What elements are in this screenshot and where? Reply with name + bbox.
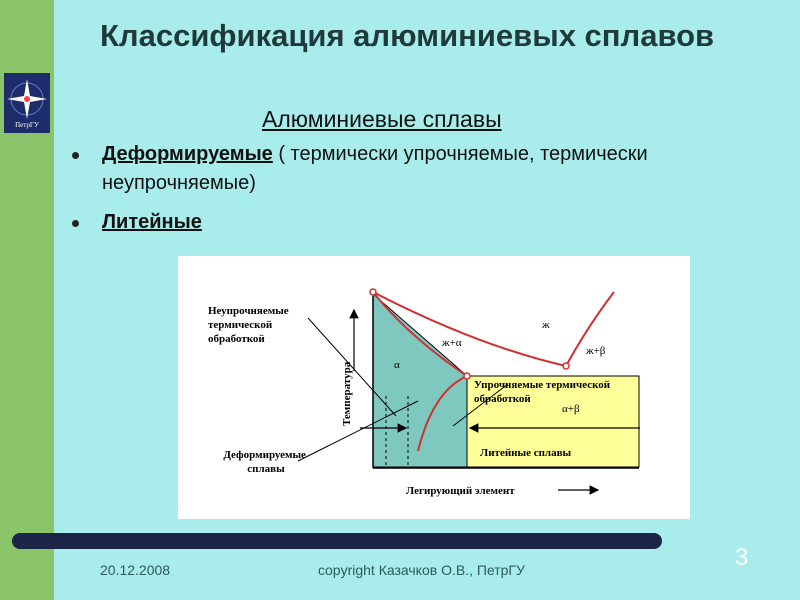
phase-liquid-beta: ж+β (586, 345, 606, 357)
bullet-item (72, 208, 712, 237)
bullet-key: Литейные (102, 211, 202, 233)
petrsu-logo (4, 73, 50, 133)
phase-alpha: α (394, 359, 400, 371)
axis-y-label: Температура (341, 361, 353, 426)
label-hardening: Упрочняемые термической обработкой (474, 379, 611, 405)
label-cast-alloys: Литейные сплавы (480, 447, 572, 459)
bullet-list (72, 140, 712, 247)
bullet-text: ( термически упрочняемые, термически неупрочняемые) (102, 143, 648, 194)
page-number: 3 (735, 544, 749, 571)
bullet-key: Деформируемые (102, 143, 273, 165)
label-nonhardening: Неупрочняемые термической обработкой (208, 305, 289, 345)
footer-copyright: copyright Казачков О.В., ПетрГУ (318, 562, 525, 578)
label-deformable: Деформируемые сплавы (223, 449, 306, 475)
bullet-item (72, 140, 712, 198)
phase-liquid-alpha: ж+α (442, 337, 462, 349)
footer-date: 20.12.2008 (100, 562, 171, 578)
bullet-dot (72, 220, 79, 227)
eutectic-point (563, 363, 569, 369)
max-solubility-point (464, 373, 470, 379)
slide-title: Классификация алюминиевых сплавов (100, 18, 715, 53)
phase-alpha-beta: α+β (562, 403, 580, 415)
axis-x-label: Легирующий элемент (406, 485, 515, 497)
bottom-bar (12, 533, 662, 549)
melting-point (370, 289, 376, 295)
phase-liquid: ж (542, 319, 550, 331)
bullet-dot (72, 152, 79, 159)
phase-diagram (178, 256, 690, 519)
logo-text: ПетрГУ (15, 121, 39, 129)
slide-subtitle: Алюминиевые сплавы (262, 106, 502, 132)
